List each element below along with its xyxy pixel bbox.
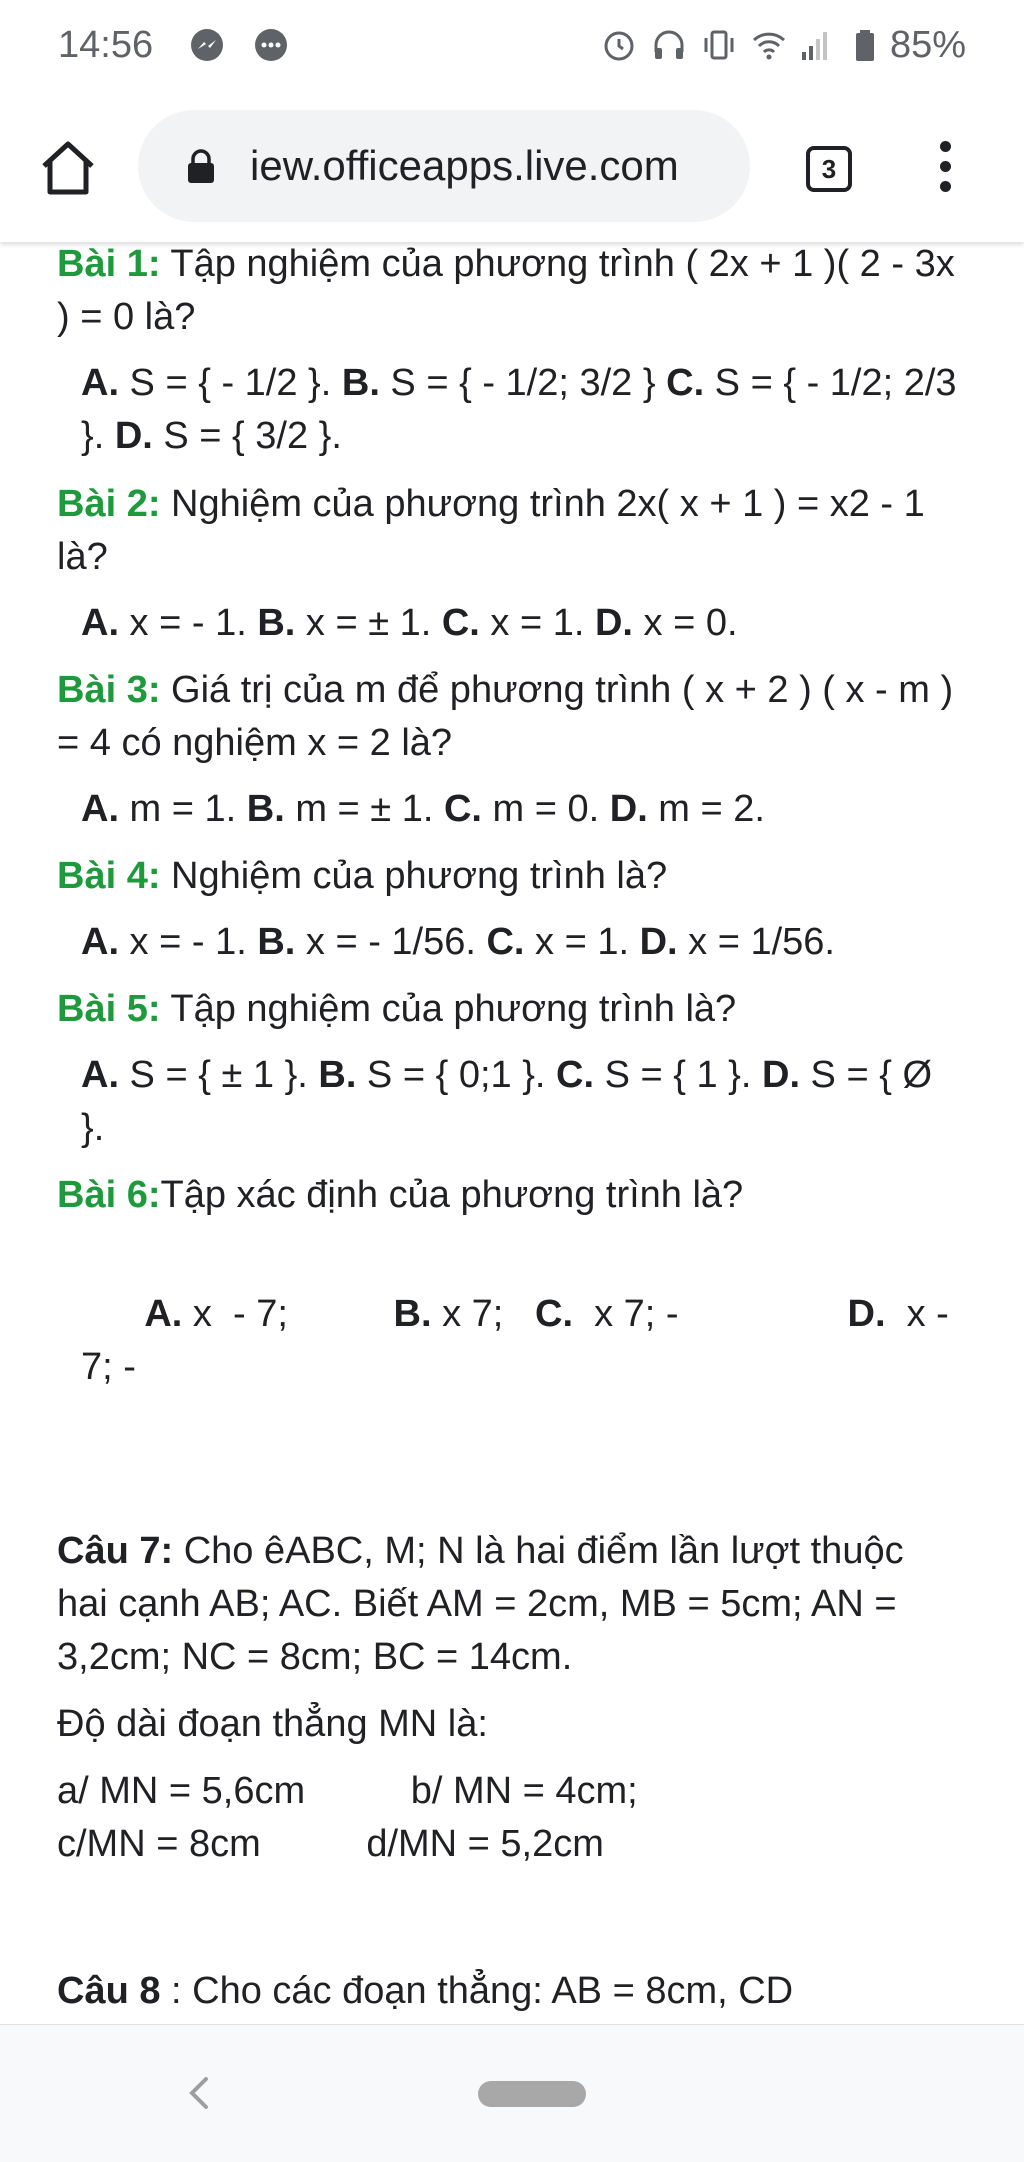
- option-text: x = 1.: [479, 602, 595, 644]
- option-letter: C.: [666, 362, 705, 404]
- status-time: 14:56: [58, 24, 154, 66]
- question-label: Bài 6:: [57, 1174, 161, 1216]
- question-5: [57, 983, 957, 1036]
- question-label: Bài 3:: [57, 669, 161, 711]
- option-letter: D.: [639, 921, 678, 963]
- question-text: Nghiệm của phương trình 2x( x + 1 ) = x2 - 1 là?: [57, 483, 925, 578]
- document-content: [57, 242, 960, 2018]
- option-text: S = { 1 }.: [594, 1054, 762, 1096]
- address-bar[interactable]: [138, 110, 750, 222]
- headset-icon: [652, 28, 686, 62]
- home-icon[interactable]: [36, 136, 100, 200]
- option-text: x = - 1.: [119, 921, 258, 963]
- url-text: iew.officeapps.live.com: [250, 142, 679, 189]
- option-letter: C.: [556, 1054, 595, 1096]
- option-letter: C.: [441, 602, 480, 644]
- question-4-options: [57, 916, 957, 969]
- question-3-options: [57, 783, 957, 836]
- question-text: Tập nghiệm của phương trình là?: [160, 988, 737, 1030]
- option-text: m = 2.: [647, 788, 765, 830]
- option-text: x 7;: [431, 1293, 535, 1335]
- option-text: S = { - 1/2; 2/3 }.: [81, 362, 957, 457]
- tab-switcher-button[interactable]: 3: [806, 146, 852, 192]
- lock-icon: [186, 148, 216, 184]
- option-text: x 7; -: [573, 1293, 848, 1335]
- option-text: x = - 1/56.: [295, 921, 487, 963]
- battery-percentage: 85%: [889, 24, 966, 66]
- option-letter: D.: [609, 788, 648, 830]
- question-text: : Cho các đoạn thẳng: AB = 8cm, CD: [160, 1970, 794, 2012]
- home-gesture-pill[interactable]: [478, 2081, 586, 2107]
- question-2-options: [57, 597, 957, 650]
- option-letter: B.: [246, 788, 285, 830]
- option-letter: A.: [81, 362, 119, 404]
- back-icon[interactable]: [184, 2073, 214, 2113]
- browser-toolbar: [0, 92, 1024, 242]
- option-letter: A.: [81, 921, 119, 963]
- messenger-icon: [190, 28, 224, 62]
- option-letter: B.: [257, 602, 296, 644]
- option-text: m = 1.: [119, 788, 247, 830]
- option-letter: C.: [486, 921, 525, 963]
- option-text: x = 1.: [524, 921, 640, 963]
- option-letter: A.: [144, 1293, 183, 1335]
- option-letter: C.: [535, 1293, 573, 1335]
- question-label: Bài 4:: [57, 855, 161, 897]
- question-4: [57, 850, 957, 903]
- question-7-answers-2: c/MN = 8cm d/MN = 5,2cm: [57, 1823, 604, 1865]
- question-7-answers-1: a/ MN = 5,6cm b/ MN = 4cm;: [57, 1770, 638, 1812]
- option-letter: A.: [81, 788, 119, 830]
- question-6: [57, 1169, 957, 1222]
- option-text: x = 1/56.: [677, 921, 835, 963]
- question-7: [57, 1525, 957, 1684]
- option-letter: A.: [81, 1054, 119, 1096]
- option-text: S = { - 1/2; 3/2 }: [379, 362, 667, 404]
- question-1: [57, 242, 957, 344]
- question-3: [57, 664, 957, 770]
- question-label: Bài 5:: [57, 988, 161, 1030]
- question-text: Nghiệm của phương trình là?: [160, 855, 668, 897]
- battery-icon: [848, 28, 882, 62]
- option-letter: A.: [81, 602, 119, 644]
- question-text: Tập xác định của phương trình là?: [160, 1174, 744, 1216]
- document-viewer: [0, 242, 1024, 2024]
- option-text: x = ± 1.: [295, 602, 442, 644]
- question-label: Câu 8: [57, 1970, 161, 2012]
- option-letter: B.: [341, 362, 380, 404]
- question-text: Cho êABC, M; N là hai điểm lần lượt thuộc hai cạnh AB; AC. Biết AM = 2cm, MB = 5cm; AN = 3,2cm; NC = 8cm; BC = 14cm.: [57, 1530, 904, 1678]
- signal-icon: [798, 28, 832, 62]
- option-letter: D.: [594, 602, 633, 644]
- option-text: S = { 0;1 }.: [356, 1054, 557, 1096]
- system-nav-bar: [0, 2024, 1024, 2162]
- option-text: x - 7;: [182, 1293, 394, 1335]
- option-letter: C.: [443, 788, 482, 830]
- wifi-icon: [752, 28, 786, 62]
- question-label: Bài 1:: [57, 243, 161, 285]
- question-text: Tập nghiệm của phương trình ( 2x + 1 )( 2 - 3x ) = 0 là?: [57, 243, 955, 338]
- question-text: Giá trị của m để phương trình ( x + 2 ) ( x - m ) = 4 có nghiệm x = 2 là?: [57, 669, 954, 764]
- option-text: x = 0.: [632, 602, 738, 644]
- question-label: Câu 7:: [57, 1530, 174, 1572]
- option-letter: D.: [847, 1293, 886, 1335]
- question-6-options: [57, 1235, 960, 1447]
- status-bar: [0, 0, 1024, 92]
- option-letter: B.: [393, 1293, 432, 1335]
- chat-icon: [254, 28, 288, 62]
- vibrate-icon: [702, 28, 736, 62]
- option-text: S = { 3/2 }.: [152, 415, 342, 457]
- question-7-prompt: Độ dài đoạn thẳng MN là:: [57, 1703, 488, 1745]
- option-text: x = - 1.: [119, 602, 258, 644]
- question-1-options: [57, 357, 957, 463]
- option-text: m = ± 1.: [284, 788, 444, 830]
- more-menu-icon[interactable]: [930, 136, 960, 202]
- option-text: S = { Ø }.: [81, 1054, 933, 1149]
- alarm-icon: [602, 28, 636, 62]
- question-label: Bài 2:: [57, 483, 161, 525]
- option-text: S = { ± 1 }.: [119, 1054, 319, 1096]
- option-text: x - 7; -: [81, 1293, 960, 1388]
- option-letter: D.: [114, 415, 153, 457]
- question-2: [57, 478, 957, 584]
- option-text: S = { - 1/2 }.: [119, 362, 342, 404]
- option-letter: B.: [257, 921, 296, 963]
- option-letter: D.: [762, 1054, 800, 1096]
- question-5-options: [57, 1049, 957, 1155]
- question-8: [57, 1965, 957, 2018]
- option-letter: B.: [318, 1054, 357, 1096]
- option-text: m = 0.: [481, 788, 610, 830]
